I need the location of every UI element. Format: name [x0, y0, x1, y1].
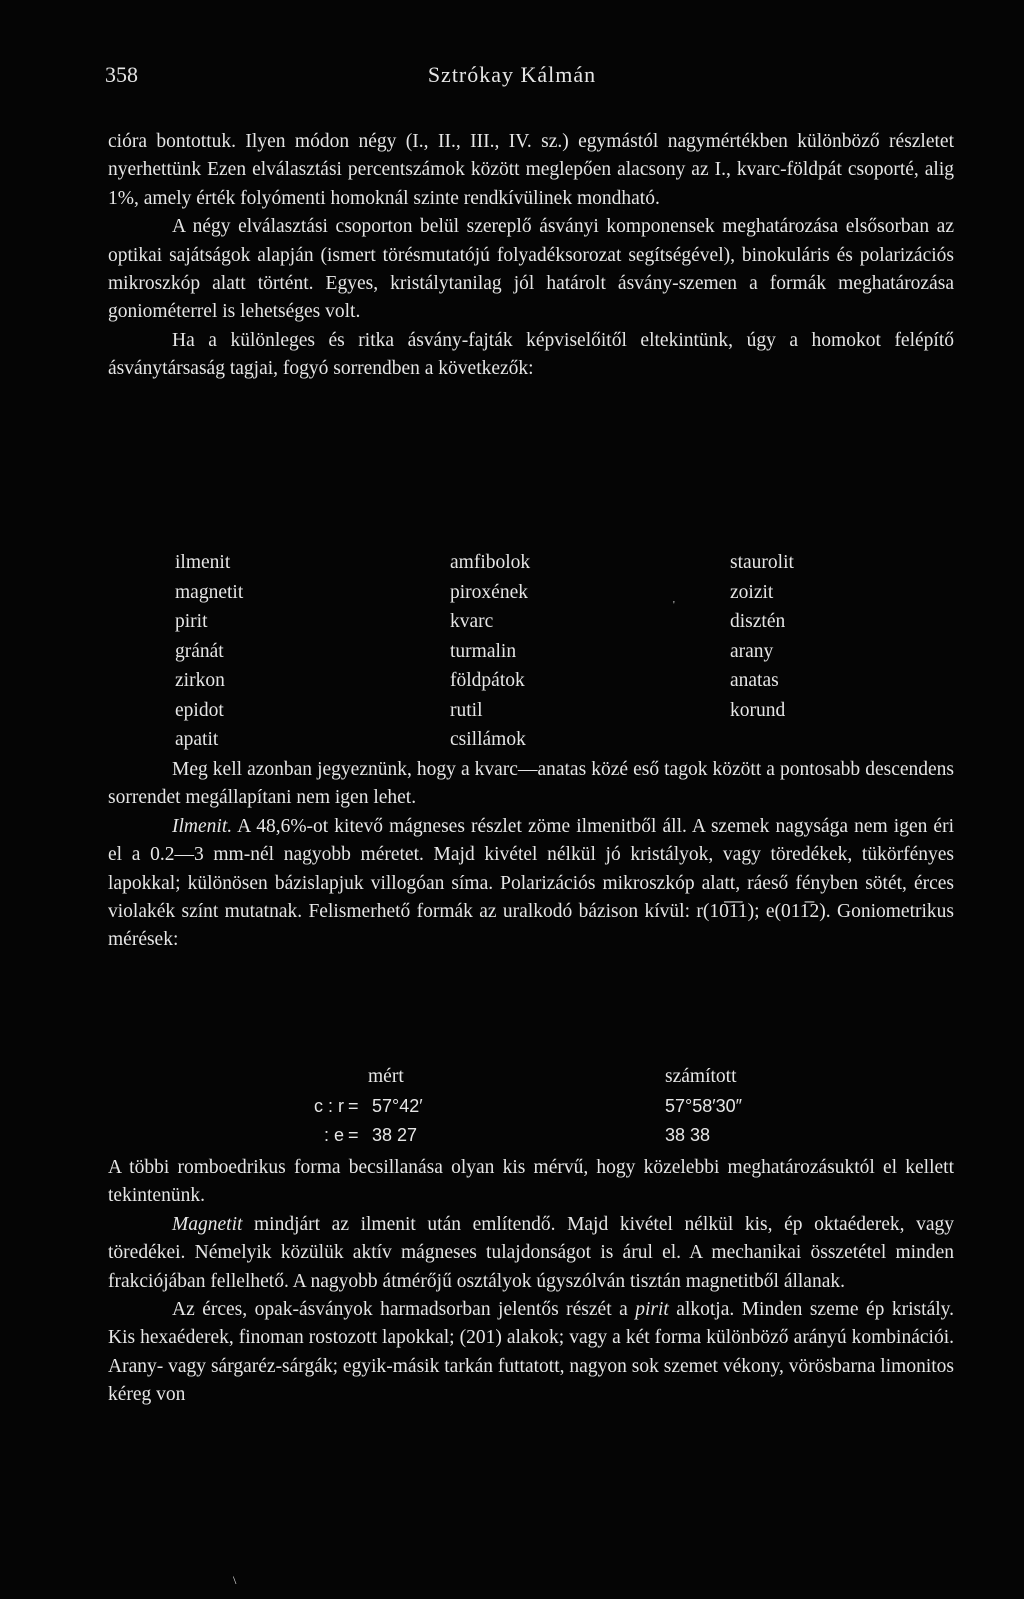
ilmenit-text: A 48,6%-ot kitevő mágneses részlet zöme ilmenitből áll. A szemek nagysága nem igen éri el a 0.2—3 mm-nél nagyobb méretet. Majd kivétel nélkül jó kristályok, vagy töredékek, tükörfényes lapokkal; különösen bázislapjuk villogóan síma. Polarizációs mikroszkóp alatt, ráeső fényben sötét, érces violakék színt mutatnak. Felismerhető formák az uralkodó bázison kívül: r(10̅1̅1); e(011̅2). Goniometrikus mérések:: [108, 815, 954, 951]
paragraph: Ha a különleges és ritka ásvány-fajták képviselőitől eltekintünk, úgy a homokot felépítő ásványtársaság tagjai, fogyó sorrendben a következők:: [108, 329, 954, 380]
angle-label: c : r: [314, 1096, 344, 1116]
mineral-column-1: [175, 548, 243, 755]
mineral-item: anatas: [730, 670, 779, 691]
print-speck: ': [673, 600, 675, 611]
mineral-column-2: [450, 548, 530, 755]
page-number: 358: [105, 62, 138, 87]
mineral-item: arany: [730, 640, 774, 662]
measurement-row: [0, 1122, 1024, 1149]
measured-value: 38 27: [372, 1125, 418, 1145]
mineral-item: amfibolok: [450, 552, 531, 573]
magnetit-term: Magnetit: [172, 1213, 243, 1235]
paragraph: cióra bontottuk. Ilyen módon négy (I., II., III., IV. sz.) egymástól nagymértékben különböző részletet nyerhettünk Ezen elválasztási percentszámok között meglepően alacsony az I., kvarc-földpát csoporté, alig 1%, amely érték folyómenti homoknál szinte rendkívülinek mondható.: [108, 131, 954, 209]
mineral-item: földpátok: [450, 670, 525, 691]
measurement-row: [0, 1093, 1024, 1120]
mineral-item: rutil: [450, 699, 483, 721]
mineral-item: disztén: [730, 611, 786, 632]
mineral-item: zoizit: [730, 581, 774, 603]
middle-text-block: [108, 756, 954, 955]
pirit-text-before: Az érces, opak-ásványok harmadsorban jelentős részét a: [172, 1299, 636, 1321]
calculated-value: 38 38: [665, 1125, 711, 1145]
mineral-item: staurolit: [730, 552, 794, 573]
pirit-text-after: alkotja. Minden szeme ép kristály. Kis hexaéderek, finoman rostozott lapokkal; (201) alakok; vagy a két forma különböző arányú kombinációi. Arany- vagy sárgaréz-sárgák; egyik-másik tarkán futtatott, nagyon sok szemet vékony, vörösbarna limonitos kéreg von: [108, 1299, 954, 1406]
magnetit-paragraph: [108, 1211, 954, 1296]
mineral-item: ilmenit: [175, 552, 231, 573]
mineral-item: zirkon: [175, 670, 225, 691]
calculated-value: 57°58′30″: [665, 1096, 743, 1116]
running-title: Sztrókay Kálmán: [427, 62, 597, 87]
mineral-item: magnetit: [175, 581, 244, 603]
angle-label: : e: [323, 1125, 344, 1145]
mineral-item: apatit: [175, 729, 219, 750]
paragraph: Meg kell azonban jegyeznünk, hogy a kvarc—anatas közé eső tagok között a pontosabb descendens sorrendet megállapítani nem igen lehet.: [108, 759, 954, 809]
stray-print-mark: \: [233, 1573, 237, 1587]
mineral-item: epidot: [175, 699, 224, 721]
mineral-column-3: [730, 548, 794, 725]
magnetit-text: mindjárt az ilmenit után említendő. Majd kivétel nélkül kis, ép oktaéderek, vagy töredékei. Némelyik közülük aktív mágneses tulajdonságot is árul el. A mechanikai összetétel minden frakciójában fellelhető. A nagyobb átmérőjű osztályok úgyszólván tisztán magnetitből állanak.: [108, 1213, 954, 1292]
mineral-item: turmalin: [450, 640, 517, 662]
equals-sign: =: [348, 1125, 359, 1145]
page-header: [105, 62, 919, 92]
equals-sign: =: [348, 1096, 359, 1116]
pirit-paragraph: [108, 1296, 954, 1410]
mineral-item: piroxének: [450, 581, 528, 603]
paragraph: A négy elválasztási csoporton belül szereplő ásványi komponensek meghatározása elsősorban az optikai sajátságok alapján (ismert törésmutatójú folyadéksorozat segítségével), binokuláris és polarizációs mikroszkóp alatt történt. Egyes, kristálytanilag jól határolt ásvány-szemen a formák meghatározása goniométerrel is lehetséges volt.: [108, 216, 954, 323]
measured-header: mért: [368, 1066, 404, 1087]
calculated-header: számított: [665, 1066, 737, 1087]
ilmenit-term: Ilmenit.: [172, 815, 233, 837]
top-text-block: [108, 128, 954, 384]
pirit-term: pirit: [635, 1299, 669, 1321]
bottom-text-block: [108, 1154, 954, 1410]
measured-value: 57°42′: [372, 1096, 423, 1116]
mineral-item: kvarc: [450, 611, 494, 632]
mineral-item: korund: [730, 699, 786, 721]
ilmenit-paragraph: [108, 813, 954, 955]
mineral-item: pirit: [175, 611, 208, 632]
paragraph: A többi romboedrikus forma becsillanása olyan kis mérvű, hogy közelebbi meghatározásuktól el kellett tekintenünk.: [108, 1157, 954, 1207]
mineral-item: gránát: [175, 640, 224, 662]
mineral-item: csillámok: [450, 729, 526, 750]
